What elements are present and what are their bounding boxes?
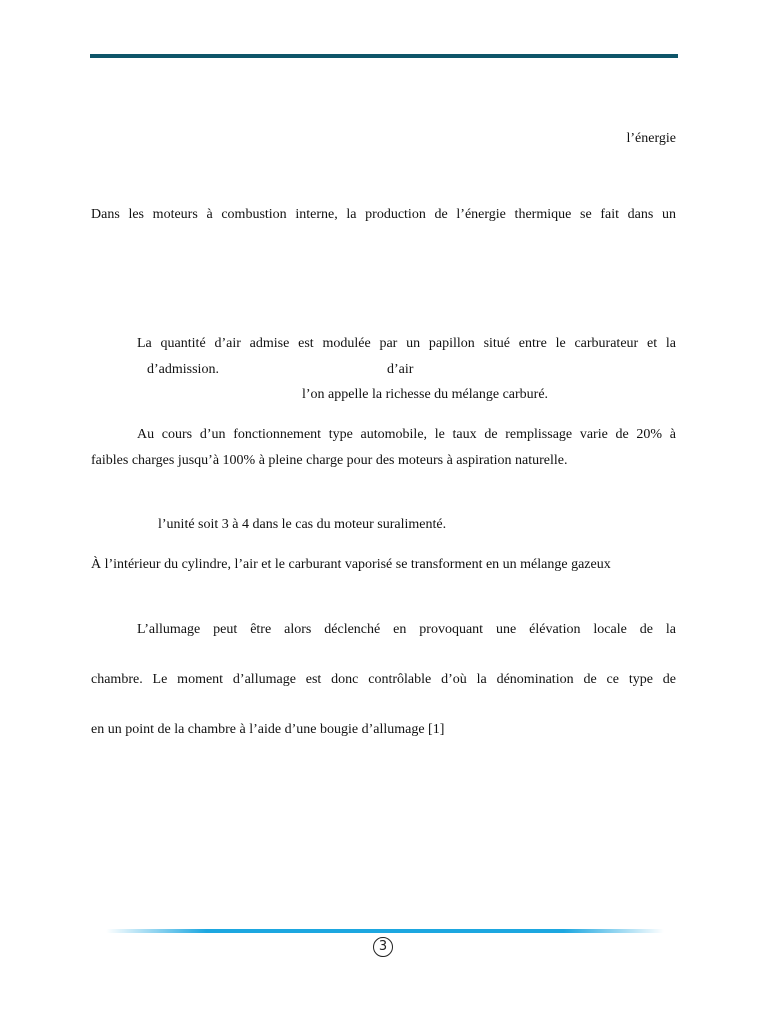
paragraph-line-bougie: en un point de la chambre à l’aide d’une bougie d’allumage [1]	[91, 722, 445, 737]
paragraph-line-faibles: faibles charges jusqu’à 100% à pleine charge pour des moteurs à aspiration naturelle.	[91, 453, 568, 468]
paragraph-line-allumage: L’allumage peut être alors déclenché en provoquant une élévation locale de la	[137, 622, 676, 637]
footer-rule	[106, 929, 664, 933]
text-fragment-energy: l’énergie	[626, 131, 676, 146]
text-fragment-admission: d’admission.	[147, 362, 219, 377]
paragraph-line-cours: Au cours d’un fonctionnement type automobile, le taux de remplissage varie de 20% à	[137, 427, 676, 442]
paragraph-line-chambre: chambre. Le moment d’allumage est donc contrôlable d’où la dénomination de ce type de	[91, 672, 676, 687]
paragraph-line-quantity: La quantité d’air admise est modulée par un papillon situé entre le carburateur et la	[137, 336, 676, 351]
paragraph-line-unite: l’unité soit 3 à 4 dans le cas du moteur suralimenté.	[158, 517, 447, 532]
page-number: 3	[373, 937, 393, 957]
text-fragment-air: d’air	[387, 362, 414, 377]
paragraph-line-combustion: Dans les moteurs à combustion interne, la production de l’énergie thermique se fait dans un	[91, 207, 676, 222]
paragraph-line-interieur: À l’intérieur du cylindre, l’air et le carburant vaporisé se transforment en un mélange gazeux	[91, 557, 611, 572]
paragraph-line-richesse: l’on appelle la richesse du mélange carburé.	[302, 387, 549, 402]
header-rule	[90, 54, 678, 58]
